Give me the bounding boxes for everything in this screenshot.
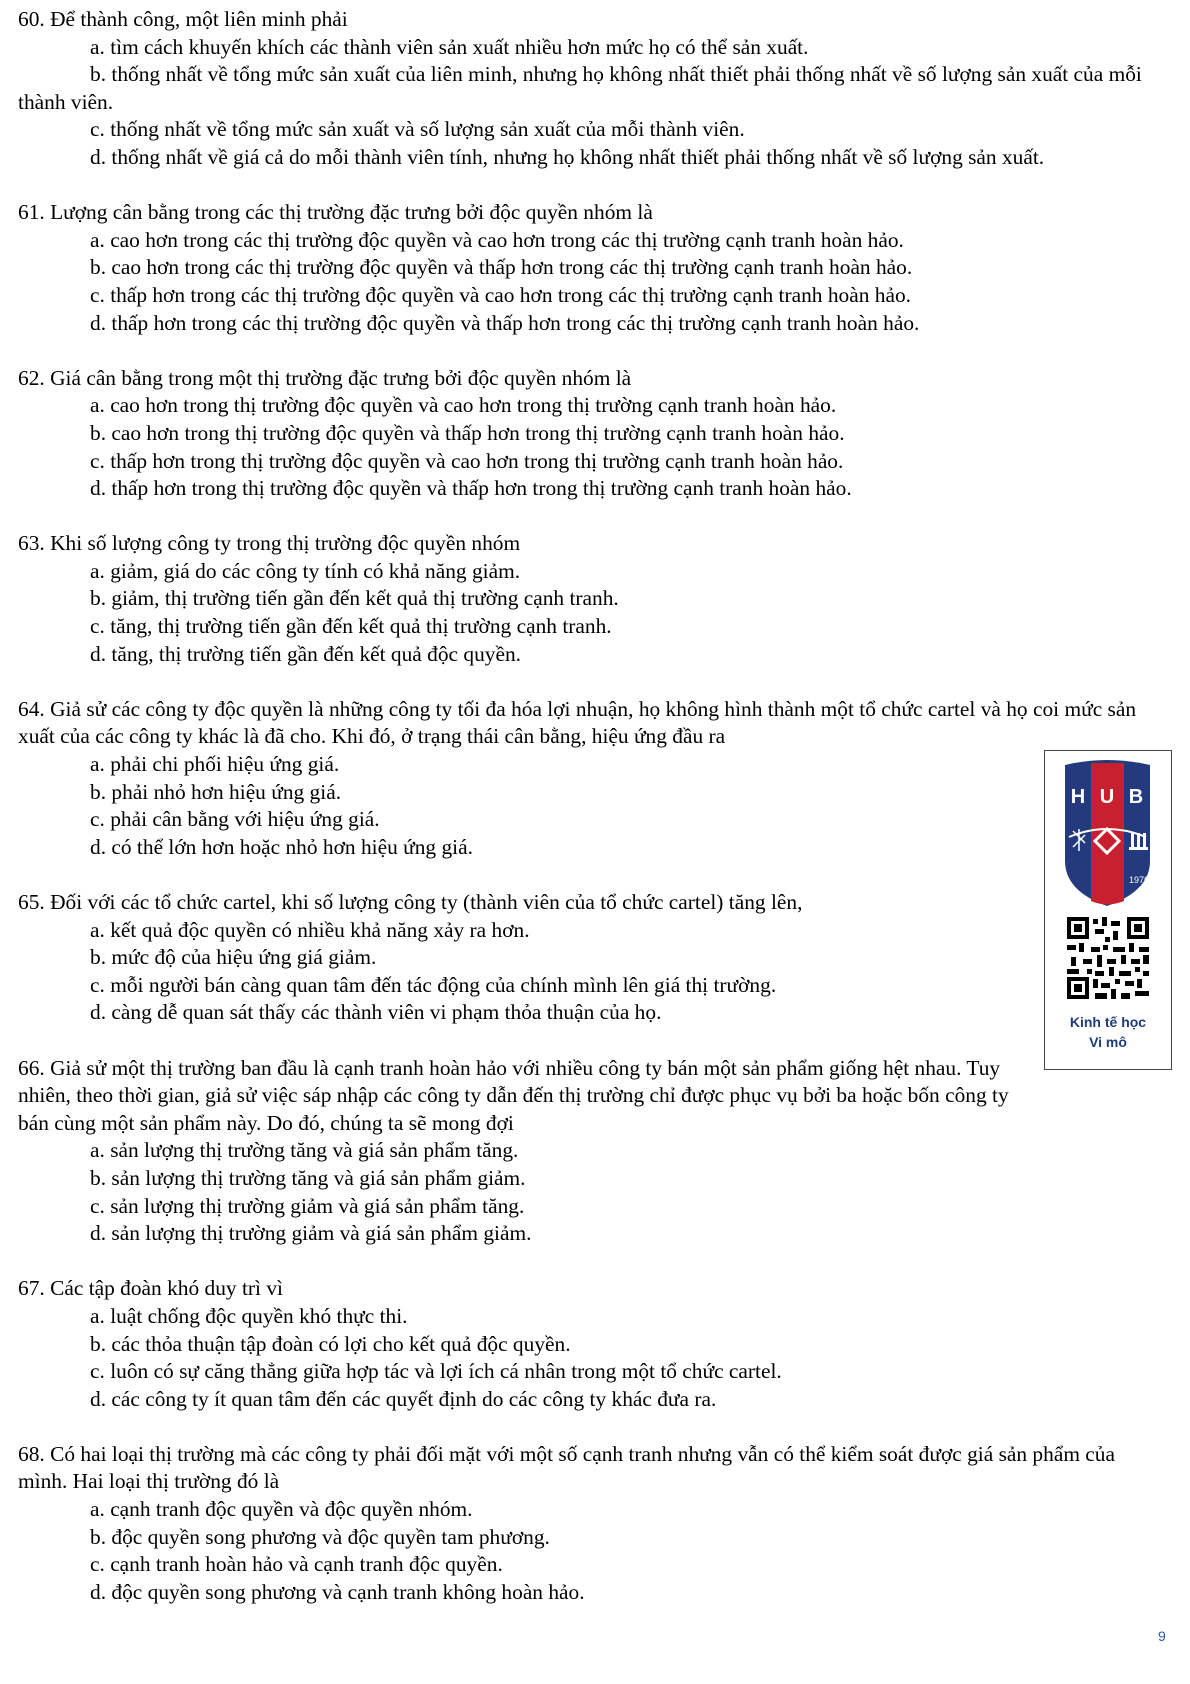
question-stem: 66. Giả sử một thị trường ban đầu là cạnh tranh hoàn hảo với nhiều công ty bán một sản phẩm giống hệt nhau. Tuy nhiên, theo thời gian, giả sử việc sáp nhập các công ty dẫn đến thị trường chỉ được phục vụ bởi ba hoặc bốn công ty bán cùng một sản phẩm này. Do đó, chúng ta sẽ mong đợi <box>18 1055 1009 1135</box>
answer-option: d. các công ty ít quan tâm đến các quyết định do các công ty khác đưa ra. <box>90 1386 717 1411</box>
answer-option: b. phải nhỏ hơn hiệu ứng giá. <box>90 779 342 804</box>
answer-option: b. giảm, thị trường tiến gần đến kết quả thị trường cạnh tranh. <box>90 586 619 611</box>
question-65 <box>18 889 1168 1027</box>
sidebar-caption-title: Kinh tế học <box>1069 1014 1147 1030</box>
answer-option: c. luôn có sự căng thẳng giữa hợp tác và lợi ích cá nhân trong một tổ chức cartel. <box>90 1359 782 1384</box>
logo-letter-h: H <box>1070 786 1086 808</box>
question-67 <box>18 1275 1168 1413</box>
question-68 <box>18 1441 1168 1607</box>
answer-option: c. thấp hơn trong thị trường độc quyền và cao hơn trong thị trường cạnh tranh hoàn hảo. <box>90 448 844 473</box>
question-stem: 60. Để thành công, một liên minh phải <box>18 7 348 31</box>
answer-option: d. thấp hơn trong các thị trường độc quyền và thấp hơn trong các thị trường cạnh tranh hoàn hảo. <box>90 310 920 335</box>
question-stem: 68. Có hai loại thị trường mà các công ty phải đối mặt với một số cạnh tranh nhưng vẫn có thể kiểm soát được giá sản phẩm của mình. Hai loại thị trường đó là <box>18 1441 1115 1494</box>
answer-option: d. sản lượng thị trường giảm và giá sản phẩm giảm. <box>90 1221 532 1246</box>
question-stem: 64. Giả sử các công ty độc quyền là những công ty tối đa hóa lợi nhuận, họ không hình thành một tổ chức cartel và họ coi mức sản xuất của các công ty khác là đã cho. Khi đó, ở trạng thái cân bằng, hiệu ứng đầu ra <box>18 696 1137 749</box>
answer-option: b. các thỏa thuận tập đoàn có lợi cho kết quả độc quyền. <box>90 1331 571 1356</box>
question-stem: 67. Các tập đoàn khó duy trì vì <box>18 1276 283 1301</box>
answer-option: a. phải chi phối hiệu ứng giá. <box>90 752 340 777</box>
answer-option: a. cao hơn trong các thị trường độc quyền và cao hơn trong các thị trường cạnh tranh hoàn hảo. <box>90 227 904 252</box>
logo-year: 1976 <box>1128 875 1150 885</box>
answer-option: b. cao hơn trong các thị trường độc quyền và thấp hơn trong các thị trường cạnh tranh hoàn hảo. <box>90 255 913 280</box>
question-63 <box>18 530 1168 668</box>
answer-option: b. cao hơn trong thị trường độc quyền và thấp hơn trong thị trường cạnh tranh hoàn hảo. <box>90 420 845 445</box>
answer-option: c. sản lượng thị trường giảm và giá sản phẩm tăng. <box>90 1193 525 1218</box>
page-number: 9 <box>1158 1628 1166 1644</box>
question-62 <box>18 365 1168 503</box>
answer-option: c. phải cân bằng với hiệu ứng giá. <box>90 807 380 832</box>
answer-option: d. tăng, thị trường tiến gần đến kết quả độc quyền. <box>90 641 522 666</box>
answer-option: a. cao hơn trong thị trường độc quyền và cao hơn trong thị trường cạnh tranh hoàn hảo. <box>90 393 837 418</box>
question-60 <box>18 6 1168 172</box>
answer-option: d. độc quyền song phương và cạnh tranh không hoàn hảo. <box>90 1579 585 1604</box>
logo-letter-u: U <box>1099 786 1115 808</box>
answer-option: d. có thể lớn hơn hoặc nhỏ hơn hiệu ứng giá. <box>90 834 473 859</box>
answer-option: a. sản lượng thị trường tăng và giá sản phẩm tăng. <box>90 1138 519 1163</box>
sidebar-caption-subtitle: Vi mô <box>1089 1034 1127 1050</box>
question-66 <box>18 1055 1168 1248</box>
answer-option: c. mỗi người bán càng quan tâm đến tác động của chính mình lên giá thị trường. <box>90 972 777 997</box>
answer-option: d. thấp hơn trong thị trường độc quyền và thấp hơn trong thị trường cạnh tranh hoàn hảo. <box>90 476 852 501</box>
answer-option: c. thống nhất về tổng mức sản xuất và số lượng sản xuất của mỗi thành viên. <box>90 117 745 142</box>
question-stem: 63. Khi số lượng công ty trong thị trường độc quyền nhóm <box>18 531 521 556</box>
sidebar-badge <box>1044 750 1172 1070</box>
answer-option: a. giảm, giá do các công ty tính có khả năng giảm. <box>90 558 521 583</box>
answer-option: a. tìm cách khuyến khích các thành viên sản xuất nhiều hơn mức họ có thể sản xuất. <box>90 34 809 59</box>
answer-option: b. sản lượng thị trường tăng và giá sản phẩm giảm. <box>90 1165 526 1190</box>
answer-option: d. thống nhất về giá cả do mỗi thành viên tính, nhưng họ không nhất thiết phải thống nhất về số lượng sản xuất. <box>90 144 1045 169</box>
document-page <box>18 6 1168 1606</box>
answer-option: a. luật chống độc quyền khó thực thi. <box>90 1303 408 1328</box>
question-64 <box>18 696 1168 862</box>
answer-option: a. cạnh tranh độc quyền và độc quyền nhóm. <box>90 1497 473 1522</box>
answer-option: b. thống nhất về tổng mức sản xuất của liên minh, nhưng họ không nhất thiết phải thống nhất về số lượng sản xuất của mỗi thành viên. <box>18 62 1142 114</box>
question-61 <box>18 199 1168 337</box>
question-stem: 65. Đối với các tổ chức cartel, khi số lượng công ty (thành viên của tổ chức cartel) tăng lên, <box>18 890 803 914</box>
qr-code-icon <box>1067 917 1149 999</box>
answer-option: c. cạnh tranh hoàn hảo và cạnh tranh độc quyền. <box>90 1552 503 1577</box>
question-stem: 62. Giá cân bằng trong một thị trường đặc trưng bởi độc quyền nhóm là <box>18 365 632 390</box>
question-stem: 61. Lượng cân bằng trong các thị trường đặc trưng bởi độc quyền nhóm là <box>18 200 653 225</box>
answer-option: b. độc quyền song phương và độc quyền tam phương. <box>90 1524 550 1549</box>
answer-option: a. kết quả độc quyền có nhiều khả năng xảy ra hơn. <box>90 917 530 942</box>
answer-option: d. càng dễ quan sát thấy các thành viên vi phạm thỏa thuận của họ. <box>90 1000 662 1025</box>
answer-option: c. thấp hơn trong các thị trường độc quyền và cao hơn trong các thị trường cạnh tranh hoàn hảo. <box>90 282 912 307</box>
logo-letter-b: B <box>1128 786 1144 808</box>
answer-option: c. tăng, thị trường tiến gần đến kết quả thị trường cạnh tranh. <box>90 614 612 639</box>
answer-option: b. mức độ của hiệu ứng giá giảm. <box>90 945 377 970</box>
